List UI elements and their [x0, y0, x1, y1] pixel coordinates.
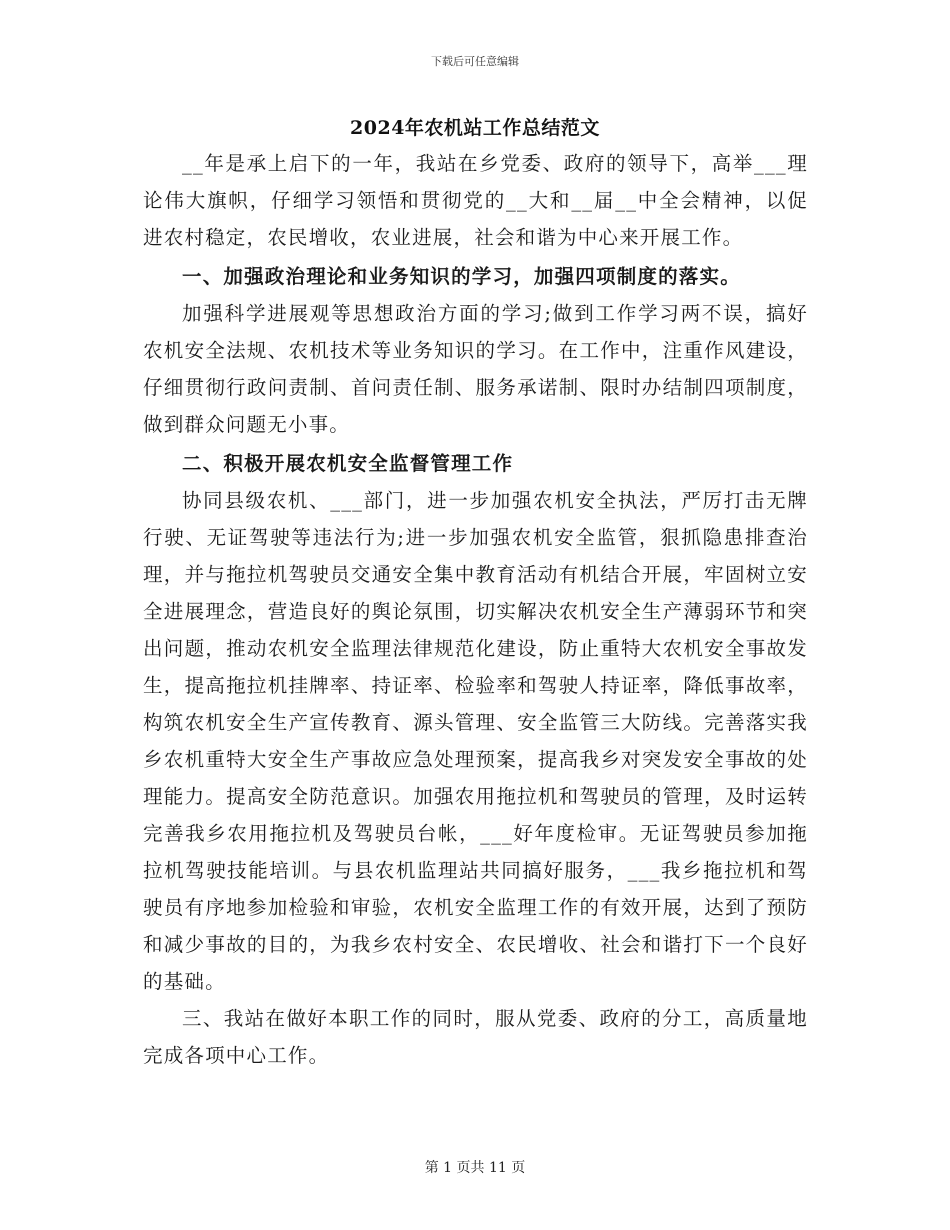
section-1-paragraph: 加强科学进展观等思想政治方面的学习;做到工作学习两不误，搞好农机安全法规、农机技术等业务知识的学习。在工作中，注重作风建设，仔细贯彻行政问责制、首问责任制、服务承诺制、限时办结制四项制度，做到群众问题无小事。 — [143, 302, 808, 436]
section-heading-1: 一、加强政治理论和业务知识的学习，加强四项制度的落实。 — [182, 265, 741, 288]
section-heading-2: 二、积极开展农机安全监督管理工作 — [182, 452, 514, 475]
intro-paragraph: __年是承上启下的一年，我站在乡党委、政府的领导下，高举___理论伟大旗帜，仔细学习领悟和贯彻党的__大和__届__中全会精神，以促进农村稳定，农民增收，农业进展，社会和谐为中心来开展工作。 — [143, 152, 808, 249]
page-number: 第 1 页共 11 页 — [424, 1160, 526, 1176]
document-title: 2024年农机站工作总结范文 — [350, 117, 600, 139]
section-3-paragraph: 三、我站在做好本职工作的同时，服从党委、政府的分工，高质量地完成各项中心工作。 — [143, 1007, 808, 1067]
document-body — [143, 145, 808, 1074]
section-2-paragraph: 协同县级农机、___部门，进一步加强农机安全执法，严厉打击无牌行驶、无证驾驶等违法行为;进一步加强农机安全监管，狠抓隐患排查治理，并与拖拉机驾驶员交通安全集中教育活动有机结合开展，牢固树立安全进展理念，营造良好的舆论氛围，切实解决农机安全生产薄弱环节和突出问题，推动农机安全监理法律规范化建设，防止重特大农机安全事故发生，提高拖拉机挂牌率、持证率、检验率和驾驶人持证率，降低事故率，构筑农机安全生产宣传教育、源头管理、安全监管三大防线。完善落实我乡农机重特大安全生产事故应急处理预案，提高我乡对突发安全事故的处理能力。提高安全防范意识。加强农用拖拉机和驾驶员的管理，及时运转完善我乡农用拖拉机及驾驶员台帐，___好年度检审。无证驾驶员参加拖拉机驾驶技能培训。与县农机监理站共同搞好服务，___我乡拖拉机和驾驶员有序地参加检验和审验，农机安全监理工作的有效开展，达到了预防和减少事故的目的，为我乡农村安全、农民增收、社会和谐打下一个良好的基础。 — [143, 489, 808, 993]
header-note: 下载后可任意编辑 — [431, 55, 519, 68]
